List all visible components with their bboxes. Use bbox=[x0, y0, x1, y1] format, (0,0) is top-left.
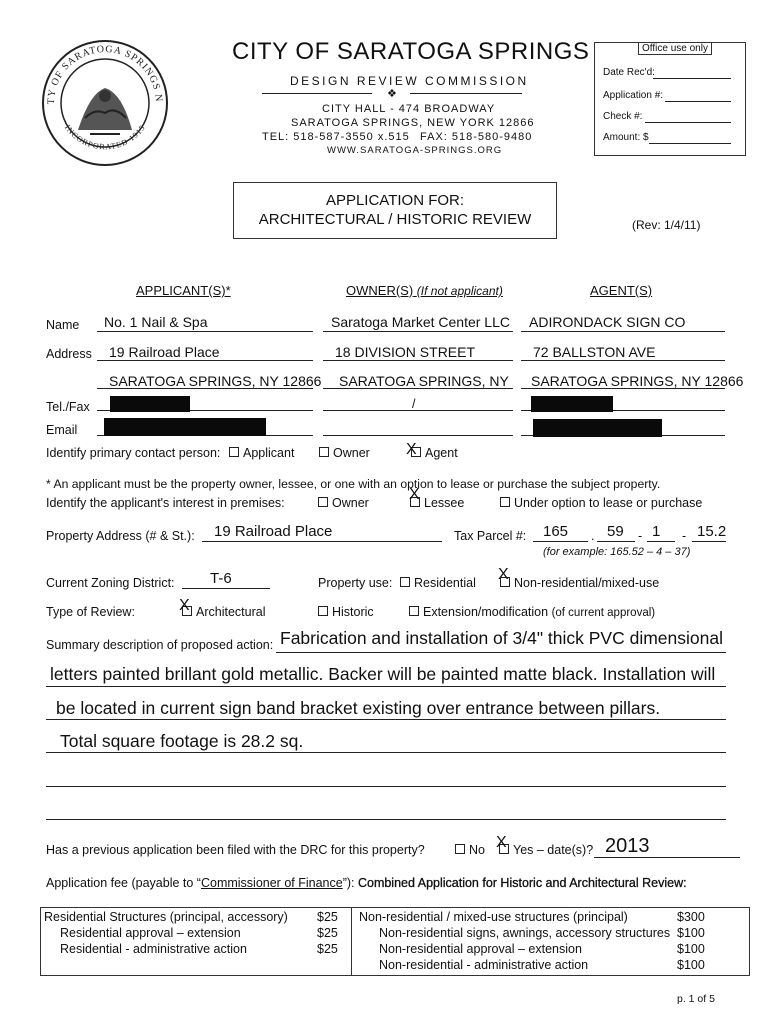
owner-header-note: (If not applicant) bbox=[416, 284, 503, 298]
header-ornament: ❖ bbox=[387, 88, 397, 100]
owner-telfax-field[interactable] bbox=[323, 410, 513, 411]
date-recd-label: Date Rec'd: bbox=[603, 67, 655, 78]
zoning-field[interactable] bbox=[182, 588, 270, 589]
website: WWW.SARATOGA-SPRINGS.ORG bbox=[327, 145, 503, 156]
review-extension-checkbox[interactable] bbox=[409, 605, 655, 619]
applicant-address-value: 19 Railroad Place bbox=[109, 344, 220, 360]
previous-no-label: No bbox=[469, 843, 485, 857]
commission-title: DESIGN REVIEW COMMISSION bbox=[290, 74, 529, 88]
agent-name-value: ADIRONDACK SIGN CO bbox=[529, 314, 686, 330]
summary-value-1: Fabrication and installation of 3/4" thick PVC dimensional bbox=[280, 628, 723, 648]
fee-combined-label: Combined Application for Historic and Architectural Review: bbox=[357, 876, 687, 890]
page-number: p. 1 of 5 bbox=[677, 993, 715, 1005]
owner-header bbox=[346, 283, 503, 298]
contact-applicant-checkbox[interactable] bbox=[229, 446, 294, 460]
property-address-value: 19 Railroad Place bbox=[214, 523, 333, 540]
interest-label: Identify the applicant's interest in premises: bbox=[46, 496, 285, 510]
checkbox-icon bbox=[229, 447, 239, 457]
summary-value-3: be located in current sign band bracket existing over entrance between pillars. bbox=[56, 698, 661, 718]
review-historic-label: Historic bbox=[332, 605, 374, 619]
use-residential-checkbox[interactable] bbox=[400, 576, 476, 590]
tax-parcel-label: Tax Parcel #: bbox=[454, 529, 527, 543]
header-rule-left bbox=[262, 93, 372, 94]
review-extension-note: (of current approval) bbox=[551, 607, 656, 619]
date-recd-field[interactable] bbox=[653, 78, 731, 79]
applicant-notice: * An applicant must be the property owner, lessee, or one with an option to lease or purchase the subject property. bbox=[46, 477, 661, 491]
application-fee-line bbox=[46, 876, 687, 890]
owner-email-field[interactable] bbox=[323, 435, 513, 436]
applicant-header: APPLICANT(S)* bbox=[136, 283, 231, 298]
office-use-title: Office use only bbox=[638, 43, 712, 55]
checkbox-icon bbox=[318, 606, 328, 616]
interest-option-label: Under option to lease or purchase bbox=[514, 496, 703, 510]
summary-field-4[interactable] bbox=[46, 752, 726, 753]
applicant-email-redaction bbox=[104, 418, 266, 436]
agent-name-field[interactable] bbox=[521, 331, 725, 332]
email-label: Email bbox=[46, 423, 78, 437]
owner-address-field[interactable] bbox=[323, 360, 513, 361]
address-line-1: CITY HALL - 474 BROADWAY bbox=[322, 103, 496, 115]
review-architectural-label: Architectural bbox=[196, 605, 266, 619]
interest-owner-label: Owner bbox=[332, 496, 369, 510]
summary-field-3[interactable] bbox=[46, 719, 726, 720]
previous-no-checkbox[interactable] bbox=[455, 843, 485, 857]
city-title: CITY OF SARATOGA SPRINGS bbox=[232, 38, 590, 65]
interest-owner-checkbox[interactable] bbox=[318, 496, 369, 510]
tax-parcel-dash-2: - bbox=[682, 529, 687, 543]
summary-label: Summary description of proposed action: bbox=[46, 638, 274, 652]
use-nonresidential-check-mark: X bbox=[498, 566, 509, 583]
fee-nonres-2-label: Non-residential signs, awnings, accessory structures bbox=[379, 926, 671, 940]
fee-nonres-4-amount: $100 bbox=[677, 958, 705, 972]
interest-lessee-check-mark: X bbox=[409, 486, 420, 503]
fee-payee: Commissioner of Finance bbox=[200, 876, 343, 890]
review-historic-checkbox[interactable] bbox=[318, 605, 374, 619]
application-title-box bbox=[233, 182, 557, 239]
agent-city-value: SARATOGA SPRINGS, NY 12866 bbox=[531, 373, 744, 389]
contact-owner-checkbox[interactable] bbox=[319, 446, 370, 460]
owner-header-label: OWNER(S) bbox=[346, 283, 414, 298]
primary-contact-label: Identify primary contact person: bbox=[46, 446, 221, 460]
header-rule-right bbox=[410, 93, 522, 94]
applicant-telfax-redaction bbox=[110, 396, 190, 412]
application-for: APPLICATION FOR: bbox=[325, 192, 465, 209]
amount-label: Amount: $ bbox=[603, 132, 649, 143]
fax-line: FAX: 518-580-9480 bbox=[420, 131, 533, 143]
agent-address-field[interactable] bbox=[521, 360, 725, 361]
revision-date: (Rev: 1/4/11) bbox=[632, 218, 701, 232]
amount-field[interactable] bbox=[649, 143, 731, 144]
application-no-field[interactable] bbox=[665, 101, 731, 102]
fee-nonres-1-amount: $300 bbox=[677, 910, 705, 924]
primary-contact-row bbox=[46, 446, 220, 460]
tax-parcel-block-field[interactable] bbox=[597, 541, 635, 542]
owner-name-value: Saratoga Market Center LLC bbox=[331, 314, 510, 330]
contact-applicant-label: Applicant bbox=[243, 446, 295, 460]
owner-telfax-separator: / bbox=[412, 397, 416, 411]
applicant-name-field[interactable] bbox=[97, 331, 313, 332]
zoning-value: T-6 bbox=[210, 570, 232, 587]
review-extension-label: Extension/modification bbox=[423, 605, 549, 619]
previous-yes-check-mark: X bbox=[496, 834, 507, 851]
agent-address-value: 72 BALLSTON AVE bbox=[533, 344, 656, 360]
checkbox-icon bbox=[318, 497, 328, 507]
fee-res-1-label: Residential Structures (principal, accessory) bbox=[44, 910, 288, 924]
check-no-label: Check #: bbox=[603, 111, 643, 122]
address-label: Address bbox=[46, 347, 92, 361]
review-architectural-checkbox[interactable] bbox=[182, 605, 265, 619]
agent-header: AGENT(S) bbox=[590, 283, 653, 298]
fee-nonres-4-label: Non-residential - administrative action bbox=[379, 958, 589, 972]
city-seal bbox=[40, 38, 170, 168]
summary-value-2: letters painted brillant gold metallic. Backer will be painted matte black. Installation will bbox=[50, 664, 716, 684]
agent-telfax-redaction bbox=[531, 396, 613, 412]
interest-option-checkbox[interactable] bbox=[500, 496, 702, 510]
tax-parcel-dot: . bbox=[591, 529, 595, 543]
summary-value-4: Total square footage is 28.2 sq. bbox=[60, 731, 304, 751]
review-type-title: ARCHITECTURAL / HISTORIC REVIEW bbox=[258, 211, 532, 228]
checkbox-icon bbox=[400, 577, 410, 587]
previous-yes-label: Yes – date(s)? bbox=[513, 843, 594, 857]
use-nonresidential-checkbox[interactable] bbox=[500, 576, 659, 590]
tax-parcel-section: 165 bbox=[543, 523, 569, 540]
fee-res-2-amount: $25 bbox=[317, 926, 338, 940]
previous-application-label: Has a previous application been filed with the DRC for this property? bbox=[46, 843, 425, 857]
use-residential-label: Residential bbox=[414, 576, 476, 590]
tax-parcel-sub: 15.2 bbox=[697, 523, 727, 540]
owner-address-value: 18 DIVISION STREET bbox=[335, 344, 476, 360]
tax-parcel-dash-1: - bbox=[638, 529, 643, 543]
application-no-label: Application #: bbox=[603, 90, 664, 101]
office-use-box bbox=[594, 42, 746, 156]
fee-nonres-2-amount: $100 bbox=[677, 926, 705, 940]
address-line-2: SARATOGA SPRINGS, NEW YORK 12866 bbox=[291, 117, 535, 129]
applicant-name-value: No. 1 Nail & Spa bbox=[104, 314, 208, 330]
contact-agent-checkbox[interactable] bbox=[411, 446, 458, 460]
summary-field-5[interactable] bbox=[46, 786, 726, 787]
owner-city-value: SARATOGA SPRINGS, NY bbox=[339, 373, 509, 389]
property-use-label: Property use: bbox=[318, 576, 393, 590]
contact-agent-check-mark: X bbox=[406, 441, 417, 458]
applicant-address-field[interactable] bbox=[97, 360, 313, 361]
checkbox-icon bbox=[409, 606, 419, 616]
name-label: Name bbox=[46, 318, 80, 332]
tax-parcel-lot-field[interactable] bbox=[647, 541, 675, 542]
checkbox-icon bbox=[455, 844, 465, 854]
fee-table bbox=[40, 907, 750, 976]
property-address-field[interactable] bbox=[202, 541, 442, 542]
seal-bottom-text: INCORPORATED 1915 bbox=[62, 123, 148, 152]
fee-res-1-amount: $25 bbox=[317, 910, 338, 924]
contact-owner-label: Owner bbox=[333, 446, 370, 460]
review-architectural-check-mark: X bbox=[179, 597, 190, 614]
fee-nonres-1-label: Non-residential / mixed-use structures (principal) bbox=[359, 910, 628, 924]
tax-parcel-example: (for example: 165.52 – 4 – 37) bbox=[543, 546, 691, 558]
summary-field-2[interactable] bbox=[46, 686, 726, 687]
fee-res-2-label: Residential approval – extension bbox=[60, 926, 241, 940]
zoning-label: Current Zoning District: bbox=[46, 576, 175, 590]
fee-res-3-amount: $25 bbox=[317, 942, 338, 956]
seal-top-text: TY OF SARATOGA SPRINGS N bbox=[45, 43, 165, 105]
use-nonresidential-label: Non-residential/mixed-use bbox=[514, 576, 660, 590]
contact-agent-label: Agent bbox=[425, 446, 458, 460]
tax-parcel-sub-field[interactable] bbox=[692, 541, 726, 542]
previous-yes-checkbox[interactable] bbox=[499, 843, 593, 857]
tax-parcel-section-field[interactable] bbox=[533, 541, 588, 542]
fee-res-3-label: Residential - administrative action bbox=[60, 942, 247, 956]
fee-prefix: Application fee (payable to “ bbox=[46, 876, 201, 890]
fee-nonres-3-amount: $100 bbox=[677, 942, 705, 956]
applicant-city-value: SARATOGA SPRINGS, NY 12866 bbox=[109, 373, 322, 389]
owner-name-field[interactable] bbox=[323, 331, 513, 332]
fee-suffix: ”): bbox=[342, 876, 358, 890]
summary-field-1[interactable] bbox=[276, 652, 726, 653]
checkbox-icon bbox=[500, 497, 510, 507]
tax-parcel-lot: 1 bbox=[652, 523, 661, 540]
previous-date-value: 2013 bbox=[605, 835, 650, 857]
review-type-label: Type of Review: bbox=[46, 605, 135, 619]
check-no-field[interactable] bbox=[645, 122, 731, 123]
tax-parcel-block: 59 bbox=[607, 523, 624, 540]
property-address-label: Property Address (# & St.): bbox=[46, 529, 195, 543]
interest-lessee-label: Lessee bbox=[424, 496, 465, 510]
fee-nonres-3-label: Non-residential approval – extension bbox=[379, 942, 582, 956]
summary-field-6[interactable] bbox=[46, 819, 726, 820]
agent-email-redaction bbox=[533, 419, 662, 437]
telfax-label: Tel./Fax bbox=[46, 400, 90, 414]
tel-line: TEL: 518-587-3550 x.515 bbox=[262, 131, 410, 143]
checkbox-icon bbox=[319, 447, 329, 457]
